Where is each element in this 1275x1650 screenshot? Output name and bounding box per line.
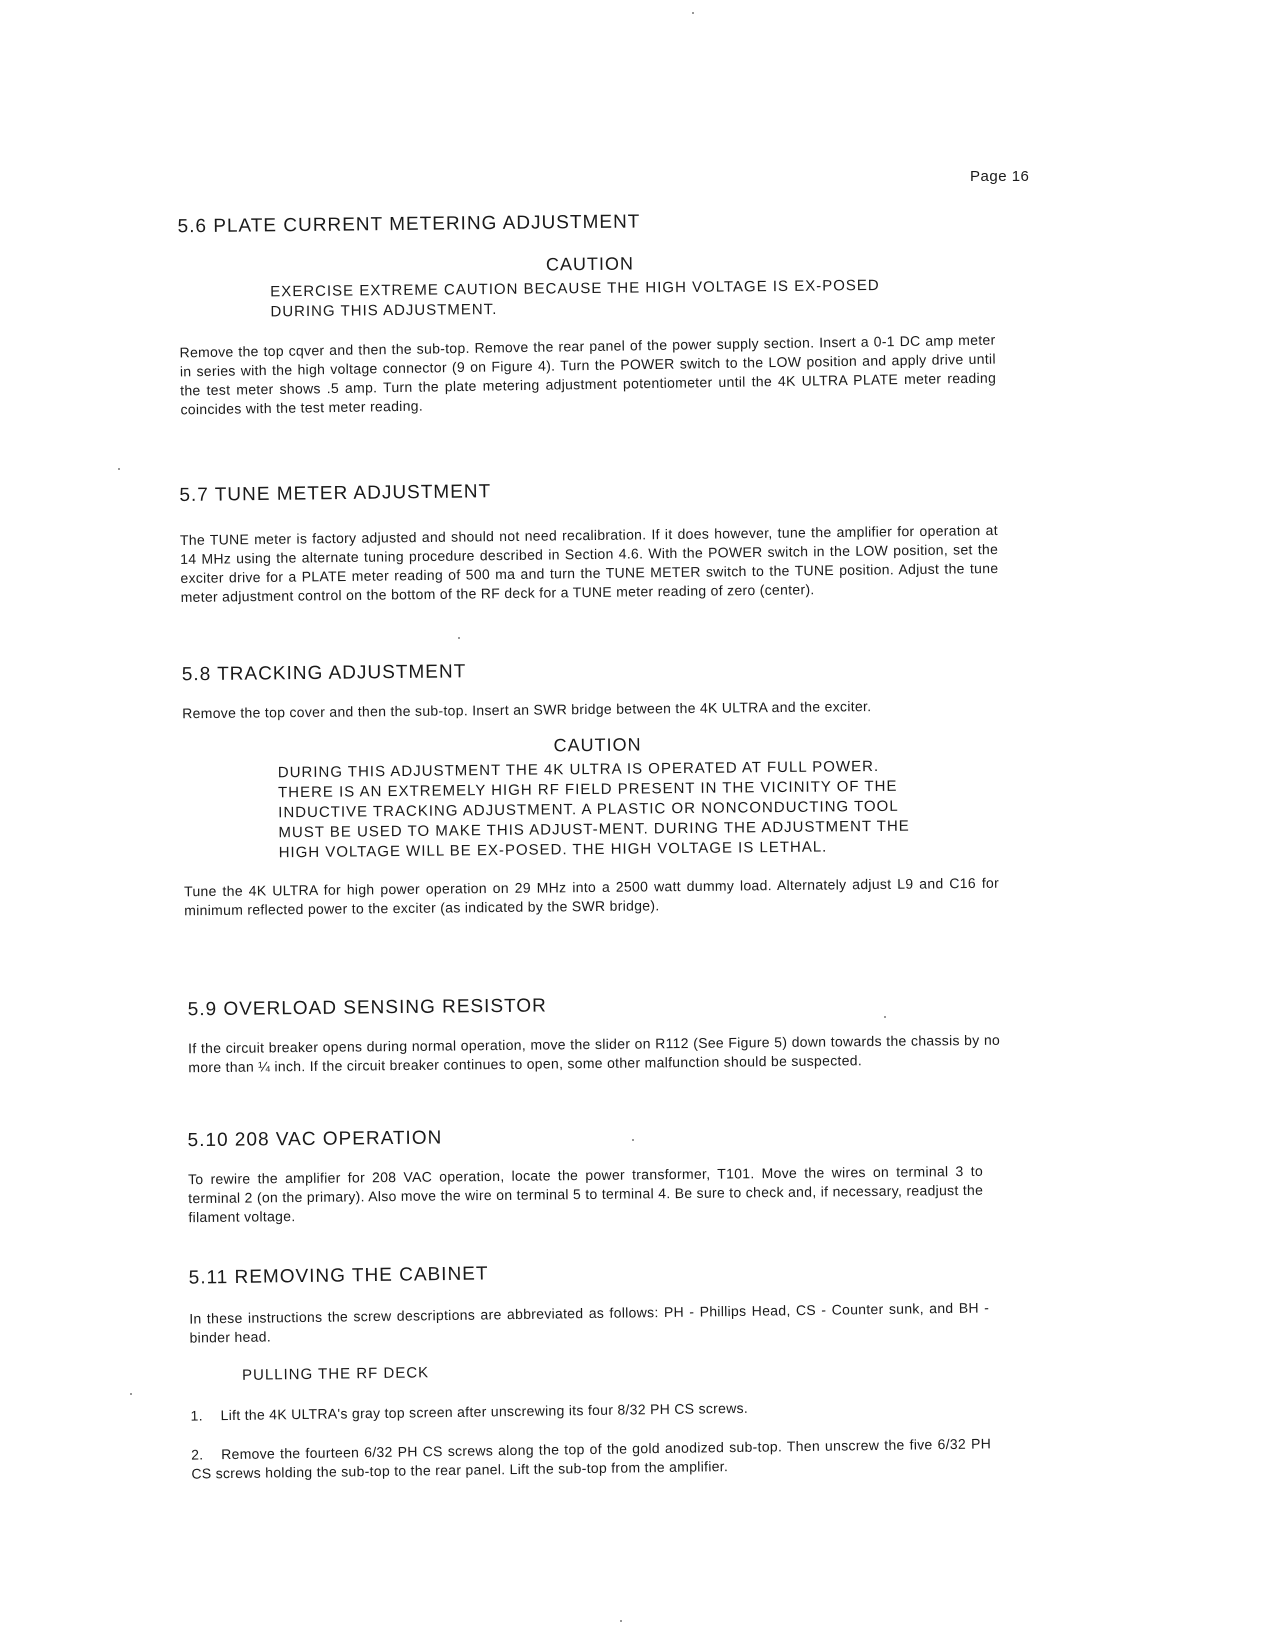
paragraph: Tune the 4K ULTRA for high power operation on 29 MHz into a 2500 watt dummy load. Alternately adjust L9 and C16 for minimum reflected power to the exciter (as indicated by the SWR bridge). <box>183 874 1000 919</box>
list-item-text: Remove the fourteen 6/32 PH CS screws along the top of the gold anodized sub-top. Then unscrew the five 6/32 PH CS screws holding the sub-top to the rear panel. Lift the sub-top from the amplifier. <box>191 1435 992 1482</box>
list-item <box>191 1434 991 1483</box>
scan-speck <box>130 1393 132 1395</box>
section-heading: 5.8 TRACKING ADJUSTMENT <box>181 661 467 686</box>
section-5-7 <box>179 475 998 607</box>
list-item <box>190 1395 990 1425</box>
section-5-9 <box>188 991 1001 1077</box>
section-5-10 <box>188 1122 984 1227</box>
scan-speck <box>458 637 460 639</box>
caution-title: CAUTION <box>553 734 642 756</box>
paragraph: Remove the top cqver and then the sub-top. Remove the rear panel of the power supply section. Insert a 0-1 DC amp meter in series with the high voltage connector (9 on Figure 4). Turn the POWER switch to the LOW position and apply drive until the test meter shows .5 amp. Turn the plate metering adjustment potentiometer until the 4K ULTRA PLATE meter reading coincides with the test meter reading. <box>179 331 997 418</box>
scan-speck <box>632 1139 634 1141</box>
section-heading: 5.6 PLATE CURRENT METERING ADJUSTMENT <box>177 211 641 238</box>
scan-speck <box>118 468 120 470</box>
section-heading: 5.9 OVERLOAD SENSING RESISTOR <box>187 995 547 1021</box>
paragraph: Remove the top cover and then the sub-top. Insert an SWR bridge between the 4K ULTRA and the exciter. <box>182 698 872 722</box>
caution-block <box>277 732 918 864</box>
paragraph: In these instructions the screw descriptions are abbreviated as follows: PH - Phillips Head, CS - Counter sunk, and BH - binder head. <box>189 1299 990 1346</box>
section-5-6 <box>177 208 998 324</box>
section-heading: 5.10 208 VAC OPERATION <box>187 1127 443 1152</box>
list-item-text: Lift the 4K ULTRA's gray top screen after unscrewing its four 8/32 PH CS screws. <box>220 1399 749 1424</box>
section-5-6-body <box>179 331 996 420</box>
paragraph: To rewire the amplifier for 208 VAC operation, locate the power transformer, T101. Move the wires on terminal 3 to terminal 2 (on the primary). Also move the wire on terminal 5 to terminal 4. Be sure to check and, if necessary, readjust the filament voltage. <box>187 1162 984 1226</box>
section-heading: 5.7 TUNE METER ADJUSTMENT <box>179 481 492 506</box>
subheading: PULLING THE RF DECK <box>241 1364 430 1384</box>
caution-text: DURING THIS ADJUSTMENT THE 4K ULTRA IS OPERATED AT FULL POWER. THERE IS AN EXTREMELY HIGH RF FIELD PRESENT IN THE VICINITY OF THE INDUCTIVE TRACKING ADJUSTMENT. A PLASTIC OR NONCONDUCTING TOOL MUST BE USED TO MAKE THIS ADJUST-MENT. DURING THE ADJUSTMENT THE HIGH VOLTAGE WILL BE EX-POSED. THE HIGH VOLTAGE IS LETHAL. <box>277 757 910 862</box>
scan-speck <box>692 12 694 14</box>
list-item-number: 2. <box>191 1446 204 1463</box>
list-item-number: 1. <box>190 1407 203 1424</box>
caution-block <box>270 251 911 323</box>
scan-speck <box>884 1016 886 1018</box>
section-5-11 <box>189 1256 992 1483</box>
paragraph: The TUNE meter is factory adjusted and should not need recalibration. If it does however, tune the amplifier for operation at 14 MHz using the alternate tuning procedure described in Section 4.6. With the POWER switch in the LOW position, set the exciter drive for a PLATE meter reading of 500 ma and turn the TUNE METER switch to the TUNE position. Adjust the tune meter adjustment control on the bottom of the RF deck for a TUNE meter reading of zero (center). <box>179 522 999 605</box>
paragraph: If the circuit breaker opens during normal operation, move the slider on R112 (See Figure 5) down towards the chassis by no more than ¼ inch. If the circuit breaker continues to open, some other malfunction should be suspected. <box>188 1031 1001 1076</box>
section-5-8 <box>182 656 1000 921</box>
section-heading: 5.11 REMOVING THE CABINET <box>188 1263 489 1289</box>
caution-text: EXERCISE EXTREME CAUTION BECAUSE THE HIGH VOLTAGE IS EX-POSED DURING THIS ADJUSTMENT. <box>270 276 880 321</box>
page-number: Page 16 <box>970 168 1030 185</box>
scan-speck <box>620 1620 622 1622</box>
caution-title: CAUTION <box>545 253 635 275</box>
